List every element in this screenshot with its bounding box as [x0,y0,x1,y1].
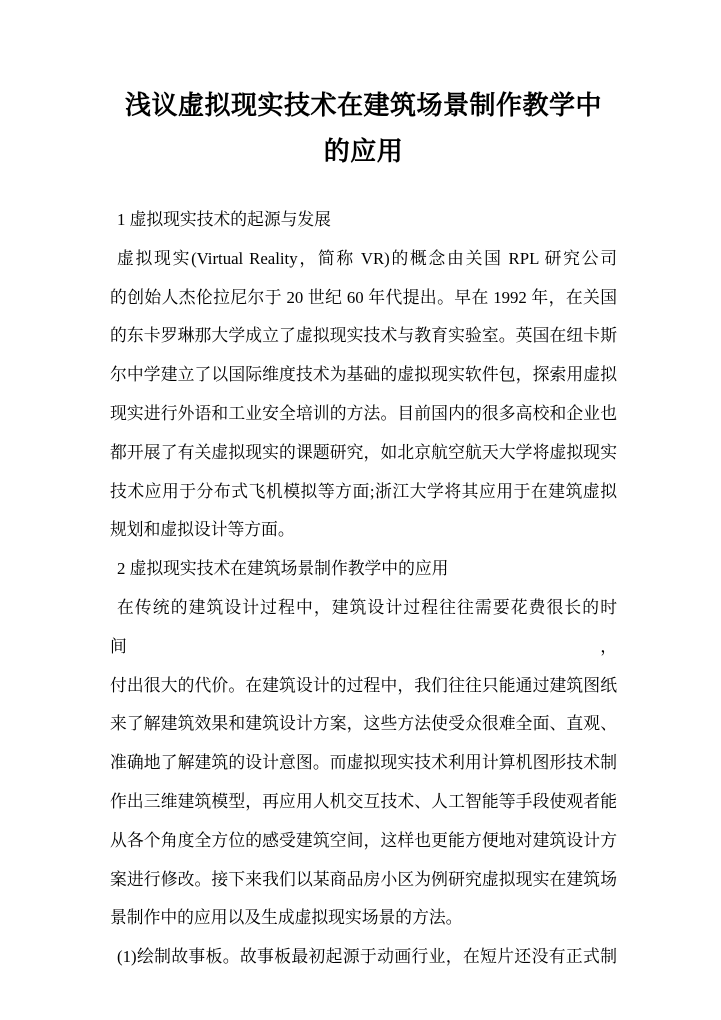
paragraph-line: 在传统的建筑设计过程中，建筑设计过程往往需要花费很长的时间， [110,597,617,656]
paragraph-line: 虚拟现实(Virtual Reality，简称 VR)的概念由关国 RPL 研究公司 [117,248,617,268]
paragraph-line: 作出三维建筑模型，再应用人机交互技术、人工智能等手段使观者能 [110,791,617,811]
paragraph-line: 来了解建筑效果和建筑设计方案，这些方法使受众很难全面、直观、 [110,714,617,734]
paragraph-line: 从各个角度全方位的感受建筑空间，这样也更能方便地对建筑设计方 [110,830,617,850]
paragraph-line: 的创始人杰伦拉尼尔于 20 世纪 60 年代提出。早在 1992 年，在关国 [110,287,617,307]
paragraph-line: 尔中学建立了以国际维度技术为基础的虚拟现实软件包，探索用虚拟 [110,365,617,385]
section-heading: 1 虚拟现实技术的起源与发展 [117,210,331,229]
document-body [110,201,617,977]
paragraph-line: 准确地了解建筑的设计意图。而虚拟现实技术利用计算机图形技术制 [110,753,617,773]
section-heading: 2 虚拟现实技术在建筑场景制作教学中的应用 [117,559,449,579]
document-title [110,83,617,175]
paragraph-line: 都开展了有关虚拟现实的课题研究，如北京航空航天大学将虚拟现实 [110,442,617,462]
document-title-line: 的应用 [323,137,404,166]
paragraph-line: 的东卡罗琳那大学成立了虚拟现实技术与教育实验室。英国在纽卡斯 [110,326,617,346]
paragraph-line: 景制作中的应用以及生成虚拟现实场景的方法。 [110,908,463,928]
paragraph-line: 案进行修改。接下来我们以某商品房小区为例研究虚拟现实在建筑场 [110,869,617,889]
paragraph-line: 规划和虚拟设计等方面。 [110,520,295,540]
paragraph-line: (1)绘制故事板。故事板最初起源于动画行业，在短片还没有正式制 [117,947,617,967]
document-title-line: 浅议虚拟现实技术在建筑场景制作教学中 [124,91,602,120]
paragraph-line: 付出很大的代价。在建筑设计的过程中，我们往往只能通过建筑图纸 [110,675,617,695]
paragraph-line: 现实进行外语和工业安全培训的方法。目前国内的很多高校和企业也 [110,403,617,423]
paragraph-line: 技术应用于分布式飞机模拟等方面;浙江大学将其应用于在建筑虚拟 [110,481,617,501]
